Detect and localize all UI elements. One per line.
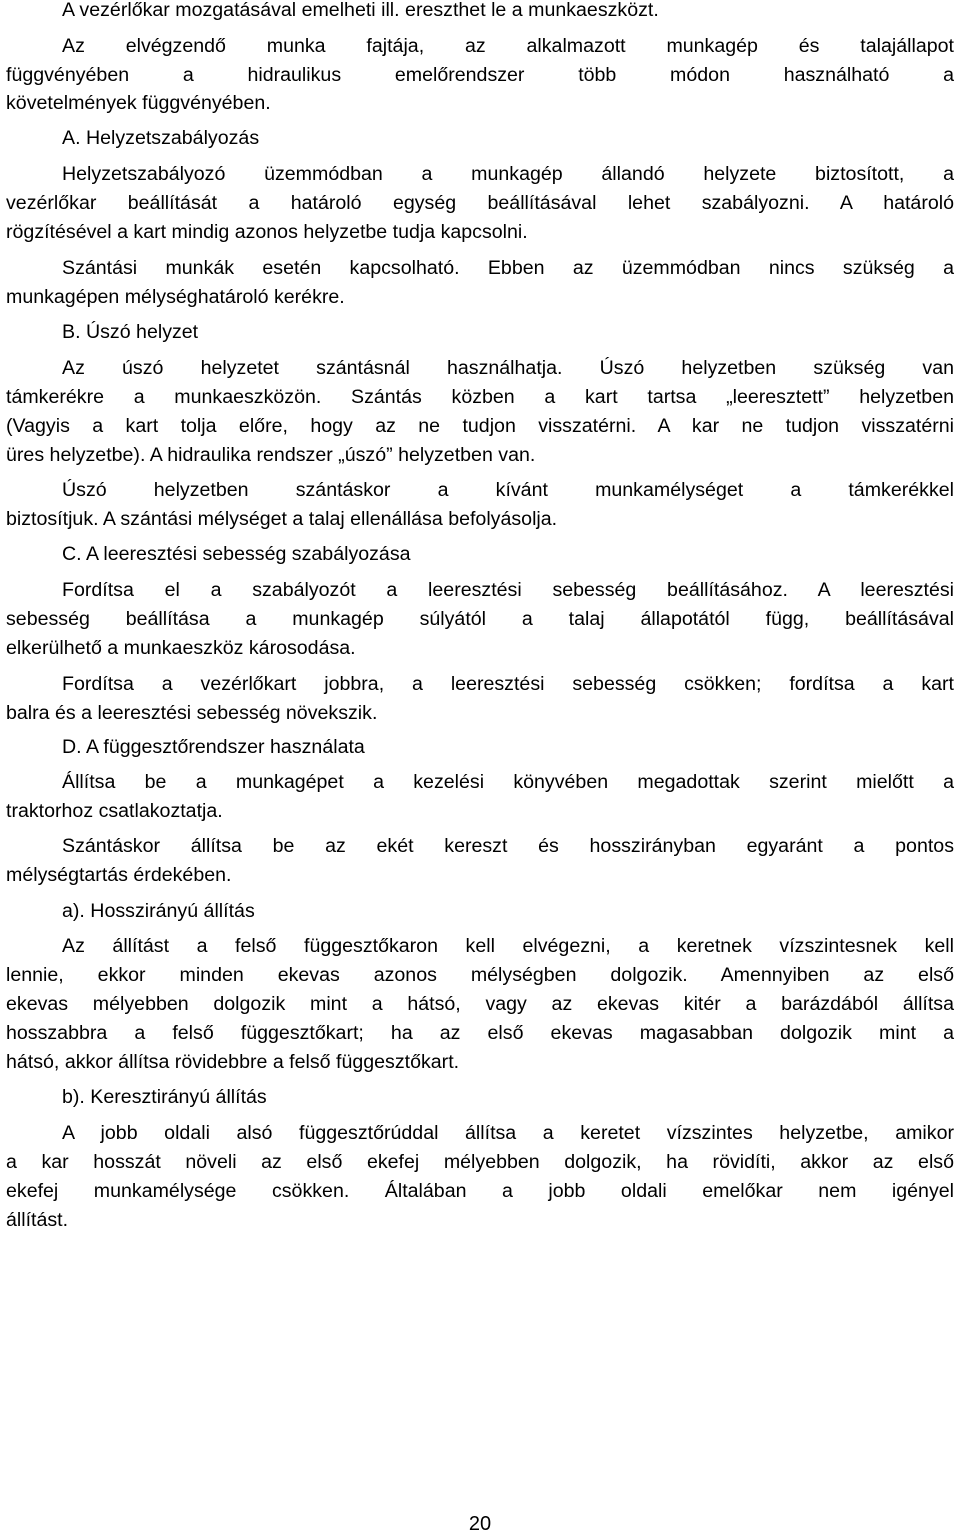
text-line: Helyzetszabályozó üzemmódban a munkagép állandó helyzete biztosított, a xyxy=(62,163,954,185)
text-line: Úszó helyzetben szántáskor a kívánt munkamélységet a támkerékkel xyxy=(62,479,954,501)
text-line: munkagépen mélységhatároló kerékre. xyxy=(6,286,345,308)
text-line: függvényében a hidraulikus emelőrendszer több módon használható a xyxy=(6,64,954,86)
text-line: balra és a leeresztési sebesség növekszik. xyxy=(6,702,378,724)
text-line: Az állítást a felső függesztőkaron kell elvégezni, a keretnek vízszintesnek kell xyxy=(62,935,954,957)
section-heading: a). Hosszirányú állítás xyxy=(62,900,255,922)
text-line: hátsó, akkor állítsa rövidebbre a felső függesztőkart. xyxy=(6,1051,460,1073)
text-line: hosszabbra a felső függesztőkart; ha az első ekevas magasabban dolgozik mint a xyxy=(6,1022,954,1044)
text-line: a kar hosszát növeli az első ekefej mélyebben dolgozik, ha rövidíti, akkor az első xyxy=(6,1151,954,1173)
section-heading: C. A leeresztési sebesség szabályozása xyxy=(62,543,411,565)
text-line: mélységtartás érdekében. xyxy=(6,864,232,886)
text-line: üres helyzetbe). A hidraulika rendszer „úszó” helyzetben van. xyxy=(6,444,536,466)
text-line: állítást. xyxy=(6,1209,69,1231)
text-line: vezérlőkar beállítását a határoló egység beállításával lehet szabályozni. A határoló xyxy=(6,192,954,214)
section-heading: A. Helyzetszabályozás xyxy=(62,127,260,149)
text-line: támkerékre a munkaeszközön. Szántás közben a kart tartsa „leeresztett” helyzetben xyxy=(6,386,954,408)
section-heading: b). Keresztirányú állítás xyxy=(62,1086,267,1108)
text-line: ekevas mélyebben dolgozik mint a hátsó, vagy az ekevas kitér a barázdából állítsa xyxy=(6,993,954,1015)
text-line: (Vagyis a kart tolja előre, hogy az ne tudjon visszatérni. A kar ne tudjon visszatérni xyxy=(6,415,954,437)
text-line: Fordítsa a vezérlőkart jobbra, a leeresztési sebesség csökken; fordítsa a kart xyxy=(62,673,954,695)
text-line: lennie, ekkor minden ekevas azonos mélységben dolgozik. Amennyiben az első xyxy=(6,964,954,986)
section-heading: B. Úszó helyzet xyxy=(62,321,199,343)
text-line: Szántáskor állítsa be az ekét kereszt és hosszirányban egyaránt a pontos xyxy=(62,835,954,857)
page-number: 20 xyxy=(468,1513,492,1535)
text-line: Fordítsa el a szabályozót a leeresztési sebesség beállításához. A leeresztési xyxy=(62,579,954,601)
text-line: A jobb oldali alsó függesztőrúddal állítsa a keretet vízszintes helyzetbe, amikor xyxy=(62,1122,954,1144)
text-line: ekefej munkamélysége csökken. Általában a jobb oldali emelőkar nem igényel xyxy=(6,1180,954,1202)
text-line: biztosítjuk. A szántási mélységet a talaj ellenállása befolyásolja. xyxy=(6,508,558,530)
text-line: traktorhoz csatlakoztatja. xyxy=(6,800,223,822)
section-heading: D. A függesztőrendszer használata xyxy=(62,736,365,758)
text-line: Szántási munkák esetén kapcsolható. Ebben az üzemmódban nincs szükség a xyxy=(62,257,954,279)
text-line: sebesség beállítása a munkagép súlyától a talaj állapotától függ, beállításával xyxy=(6,608,954,630)
text-line: követelmények függvényében. xyxy=(6,92,271,114)
text-line: Az elvégzendő munka fajtája, az alkalmazott munkagép és talajállapot xyxy=(62,35,954,57)
text-line: A vezérlőkar mozgatásával emelheti ill. ereszthet le a munkaeszközt. xyxy=(62,0,659,21)
text-line: elkerülhető a munkaeszköz károsodása. xyxy=(6,637,356,659)
text-line: Az úszó helyzetet szántásnál használhatja. Úszó helyzetben szükség van xyxy=(62,357,954,379)
text-line: Állítsa be a munkagépet a kezelési könyvében megadottak szerint mielőtt a xyxy=(62,771,954,793)
text-line: rögzítésével a kart mindig azonos helyzetbe tudja kapcsolni. xyxy=(6,221,528,243)
